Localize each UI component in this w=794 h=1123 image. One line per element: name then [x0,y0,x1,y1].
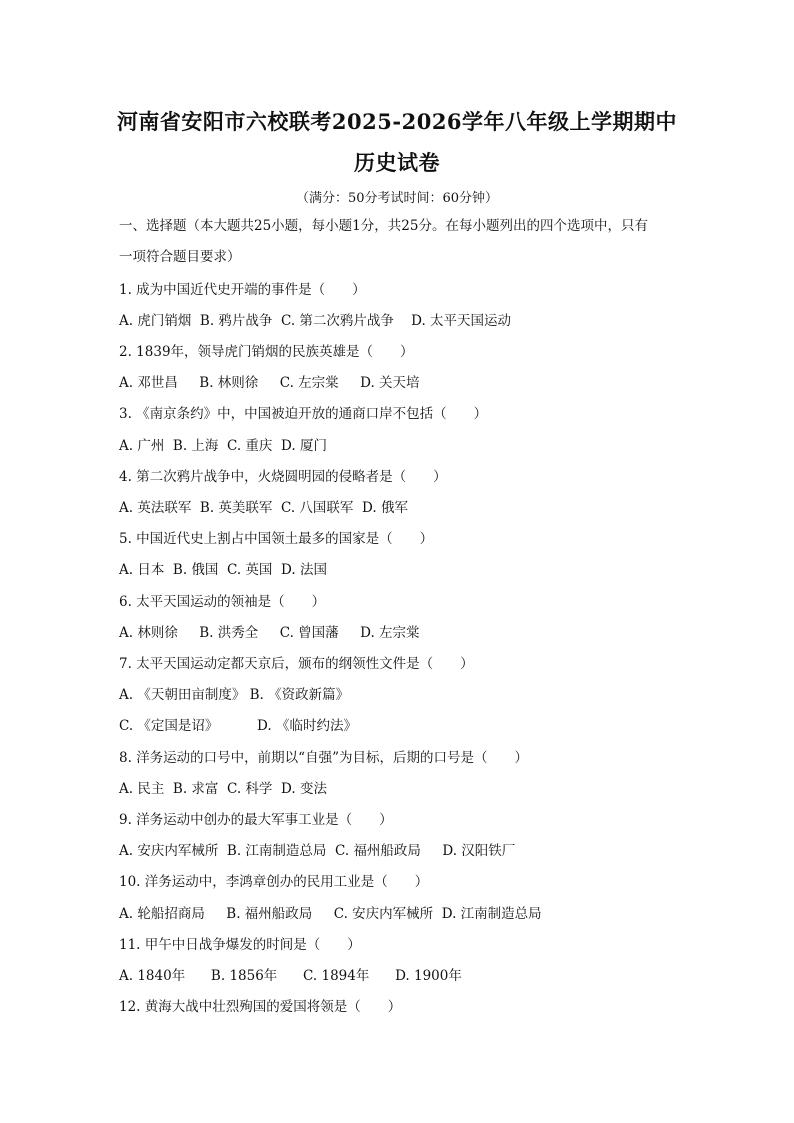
exam-title: 河南省安阳市六校联考2025-2026学年八年级上学期期中 [116,109,678,134]
question-11: 11. 甲午中日战争爆发的时间是（ ） [119,937,361,953]
question-6: 6. 太平天国运动的领袖是（ ） [119,594,326,610]
question-2-options: A. 邓世昌 B. 林则徐 C. 左宗棠 D. 关天培 [119,375,420,391]
question-7-options-row1: A. 《天朝田亩制度》 B. 《资政新篇》 [119,687,350,703]
question-4: 4. 第二次鸦片战争中，火烧圆明园的侵略者是（ ） [119,469,447,485]
question-7-options-row2: C. 《定国是诏》 D. 《临时约法》 [119,718,357,734]
question-3-options: A. 广州 B. 上海 C. 重庆 D. 厦门 [119,438,327,454]
exam-subject-title: 历史试卷 [354,150,440,175]
question-8-options: A. 民主 B. 求富 C. 科学 D. 变法 [119,781,327,797]
exam-meta: （满分：50分考试时间：60分钟） [295,191,499,206]
question-5: 5. 中国近代史上割占中国领土最多的国家是（ ） [119,531,434,547]
question-11-options: A. 1840年 B. 1856年 C. 1894年 D. 1900年 [119,968,462,984]
question-3: 3. 《南京条约》中，中国被迫开放的通商口岸不包括（ ） [119,406,488,422]
question-2: 2. 1839年，领导虎门销烟的民族英雄是（ ） [119,344,414,360]
question-12: 12. 黄海大战中壮烈殉国的爱国将领是（ ） [119,999,402,1015]
section-instructions-line1: 一、选择题（本大题共25小题，每小题1分，共25分。在每小题列出的四个选项中，只有 [119,218,648,234]
question-8: 8. 洋务运动的口号中，前期以“自强”为目标，后期的口号是（ ） [119,750,528,766]
question-6-options: A. 林则徐 B. 洪秀全 C. 曾国藩 D. 左宗棠 [119,625,420,641]
question-4-options: A. 英法联军 B. 英美联军 C. 八国联军 D. 俄军 [119,500,408,516]
question-1: 1. 成为中国近代史开端的事件是（ ） [119,282,366,298]
question-7: 7. 太平天国运动定都天京后，颁布的纲领性文件是（ ） [119,656,474,672]
question-10-options: A. 轮船招商局 B. 福州船政局 C. 安庆内军械所 D. 江南制造总局 [119,906,542,922]
section-instructions-line2: 一项符合题目要求） [119,249,241,265]
question-9-options: A. 安庆内军械所 B. 江南制造总局 C. 福州船政局 D. 汉阳铁厂 [119,843,516,859]
question-9: 9. 洋务运动中创办的最大军事工业是（ ） [119,812,393,828]
question-5-options: A. 日本 B. 俄国 C. 英国 D. 法国 [119,562,327,578]
question-10: 10. 洋务运动中，李鸿章创办的民用工业是（ ） [119,874,429,890]
question-1-options: A. 虎门销烟 B. 鸦片战争 C. 第二次鸦片战争 D. 太平天国运动 [119,313,512,329]
